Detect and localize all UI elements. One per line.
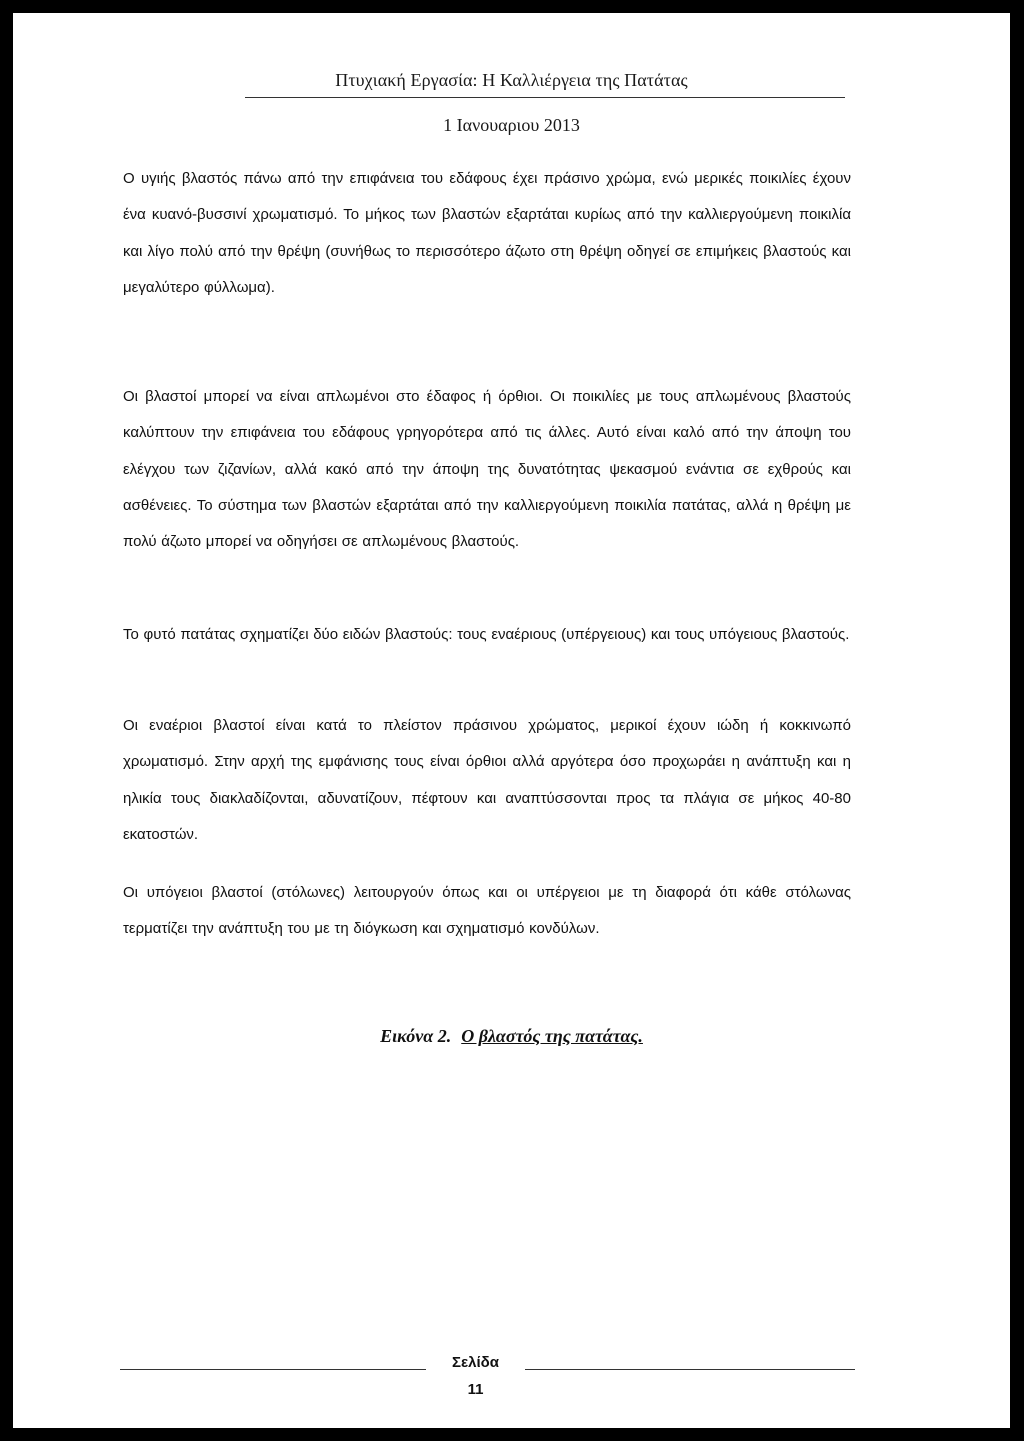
figure-label: Εικόνα 2. [380,1026,452,1046]
paragraph-underground-stems [123,875,851,948]
paragraph-stem-habit [123,379,851,560]
page-label: Σελίδα [452,1354,499,1371]
document-page [13,13,1010,1428]
running-header-date: 1 Ιανουαριου 2013 [443,115,580,135]
header-rule [245,97,845,98]
paragraph-aerial-stems [123,708,851,853]
paragraph: Οι βλαστοί μπορεί να είναι απλωμένοι στο έδαφος ή όρθιοι. Οι ποικιλίες με τους απλωμένους βλαστούς καλύπτουν την επιφάνεια του εδάφους γρηγορότερα από τις άλλες. Αυτό είναι καλό από την άποψη του ελέγχου των ζιζανίων, αλλά κακό από την άποψη της δυνατότητας ψεκασμού ενάντια σε εχθρούς και ασθένειες. Το σύστημα των βλαστών εξαρτάται από την καλλιεργούμενη ποικιλία πατάτας, αλλά η θρέψη με πολύ άζωτο μπορεί να οδηγήσει σε απλωμένους βλαστούς. [123,388,851,551]
running-header-title: Πτυχιακή Εργασία: Η Καλλιέργεια της Πατάτας [335,70,688,90]
figure-caption [13,1026,1010,1047]
footer-rule-right [525,1369,855,1370]
figure-title: Ο βλαστός της πατάτας. [461,1026,643,1046]
paragraph-stem-types [123,617,851,653]
paragraph: Ο υγιής βλαστός πάνω από την επιφάνεια του εδάφους έχει πράσινο χρώμα, ενώ μερικές ποικιλίες έχουν ένα κυανό-βυσσινί χρωματισμό. Το μήκος των βλαστών εξαρτάται κυρίως από την καλλιεργούμενη ποικιλία και λίγο πολύ από την θρέψη (συνήθως το περισσότερο άζωτο στη θρέψη οδηγεί σε επιμήκεις βλαστούς και μεγαλύτερο φύλλωμα). [123,170,851,296]
paragraph: Οι υπόγειοι βλαστοί (στόλωνες) λειτουργούν όπως και οι υπέργειοι με τη διαφορά ότι κάθε στόλωνας τερματίζει την ανάπτυξη του με τη διόγκωση και σχηματισμό κονδύλων. [123,884,851,938]
paragraph-stem-color [123,161,851,306]
paragraph: Το φυτό πατάτας σχηματίζει δύο ειδών βλαστούς: τους εναέριους (υπέργειους) και τους υπόγειους βλαστούς. [123,626,850,643]
page-number: 11 [467,1381,484,1398]
footer-rule-left [120,1369,426,1370]
paragraph: Οι εναέριοι βλαστοί είναι κατά το πλείστον πράσινου χρώματος, μερικοί έχουν ιώδη ή κοκκινωπό χρωματισμό. Στην αρχή της εμφάνισης τους είναι όρθιοι αλλά αργότερα όσο προχωράει η ανάπτυξη και η ηλικία τους διακλαδίζονται, αδυνατίζουν, πέφτουν και αναπτύσσονται προς τα πλάγια σε μήκος 40-80 εκατοστών. [123,717,851,843]
